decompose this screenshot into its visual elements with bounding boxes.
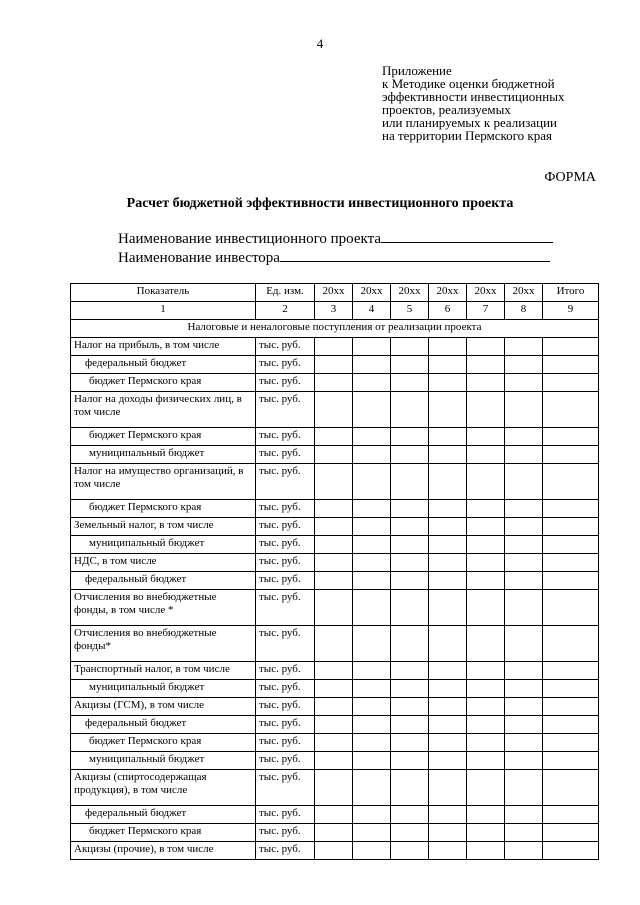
value-cell[interactable] [429,770,467,806]
table-row [71,338,599,356]
document-title: Расчет бюджетной эффективности инвестиционного проекта [126,196,514,211]
header-cell: 20хх [429,284,467,302]
indicator-label: Земельный налог, в том числе [71,518,256,536]
value-cell[interactable] [353,770,391,806]
indicator-label: бюджет Пермского края [71,500,256,518]
value-cell[interactable] [391,626,429,662]
value-cell[interactable] [315,518,353,536]
unit-cell: тыс. руб. [256,698,315,716]
value-cell[interactable] [429,590,467,626]
value-cell[interactable] [467,806,505,824]
value-cell[interactable] [353,716,391,734]
value-cell[interactable] [505,716,543,734]
column-number: 5 [391,302,429,320]
indicator-label: муниципальный бюджет [71,752,256,770]
value-cell[interactable] [505,626,543,662]
value-cell[interactable] [315,662,353,680]
value-cell[interactable] [543,680,599,698]
value-cell[interactable] [353,518,391,536]
value-cell[interactable] [543,806,599,824]
unit-cell: тыс. руб. [256,464,315,500]
value-cell[interactable] [467,716,505,734]
value-cell[interactable] [543,824,599,842]
value-cell[interactable] [467,734,505,752]
value-cell[interactable] [505,356,543,374]
value-cell[interactable] [391,572,429,590]
value-cell[interactable] [353,464,391,500]
header-cell: 20хх [353,284,391,302]
value-cell[interactable] [505,752,543,770]
value-cell[interactable] [467,626,505,662]
unit-cell: тыс. руб. [256,626,315,662]
value-cell[interactable] [391,338,429,356]
unit-cell: тыс. руб. [256,716,315,734]
indicator-label: федеральный бюджет [71,716,256,734]
indicator-label: Акцизы (прочие), в том числе [71,842,256,860]
value-cell[interactable] [429,500,467,518]
value-cell[interactable] [429,824,467,842]
indicator-label: муниципальный бюджет [71,680,256,698]
value-cell[interactable] [543,752,599,770]
table-row [71,464,599,500]
indicator-label: Акцизы (ГСМ), в том числе [71,698,256,716]
value-cell[interactable] [353,428,391,446]
value-cell[interactable] [429,698,467,716]
value-cell[interactable] [543,716,599,734]
value-cell[interactable] [391,824,429,842]
value-cell[interactable] [391,374,429,392]
value-cell[interactable] [505,536,543,554]
unit-cell: тыс. руб. [256,752,315,770]
table-row [71,446,599,464]
table-row [71,806,599,824]
value-cell[interactable] [315,734,353,752]
value-cell[interactable] [467,428,505,446]
value-cell[interactable] [315,572,353,590]
value-cell[interactable] [315,374,353,392]
value-cell[interactable] [353,374,391,392]
value-cell[interactable] [543,518,599,536]
value-cell[interactable] [315,392,353,428]
value-cell[interactable] [353,752,391,770]
value-cell[interactable] [391,356,429,374]
unit-cell: тыс. руб. [256,842,315,860]
value-cell[interactable] [429,806,467,824]
value-cell[interactable] [467,770,505,806]
value-cell[interactable] [353,554,391,572]
value-cell[interactable] [543,446,599,464]
column-number: 2 [256,302,315,320]
value-cell[interactable] [391,770,429,806]
value-cell[interactable] [505,806,543,824]
value-cell[interactable] [315,806,353,824]
indicator-label: Отчисления во внебюджетные фонды, в том числе * [71,590,256,626]
indicator-label: бюджет Пермского края [71,824,256,842]
value-cell[interactable] [505,500,543,518]
value-cell[interactable] [505,590,543,626]
unit-cell: тыс. руб. [256,500,315,518]
value-cell[interactable] [467,446,505,464]
value-cell[interactable] [315,824,353,842]
value-cell[interactable] [353,446,391,464]
header-cell: 20хх [467,284,505,302]
value-cell[interactable] [315,680,353,698]
indicator-label: бюджет Пермского края [71,734,256,752]
value-cell[interactable] [467,338,505,356]
value-cell[interactable] [353,680,391,698]
indicator-label: Транспортный налог, в том числе [71,662,256,680]
indicator-label: бюджет Пермского края [71,428,256,446]
value-cell[interactable] [467,842,505,860]
value-cell[interactable] [315,428,353,446]
value-cell[interactable] [429,680,467,698]
table-row [71,770,599,806]
value-cell[interactable] [429,716,467,734]
value-cell[interactable] [315,446,353,464]
value-cell[interactable] [315,626,353,662]
value-cell[interactable] [315,554,353,572]
value-cell[interactable] [429,554,467,572]
value-cell[interactable] [505,518,543,536]
table-row [71,680,599,698]
indicator-label: Налог на доходы физических лиц, в том числе [71,392,256,428]
header-cell: 20хх [391,284,429,302]
appendix-line: или планируемых к реализации [382,115,558,130]
table-row [71,590,599,626]
indicator-label: Акцизы (спиртосодержащая продукция), в том числе [71,770,256,806]
project-name-label: Наименование инвестиционного проекта [118,231,382,247]
table-row [71,842,599,860]
unit-cell: тыс. руб. [256,392,315,428]
unit-cell: тыс. руб. [256,572,315,590]
unit-cell: тыс. руб. [256,806,315,824]
unit-cell: тыс. руб. [256,374,315,392]
table-row [71,518,599,536]
value-cell[interactable] [353,590,391,626]
unit-cell: тыс. руб. [256,554,315,572]
unit-cell: тыс. руб. [256,518,315,536]
value-cell[interactable] [505,446,543,464]
header-cell: Ед. изм. [256,284,315,302]
table-row [71,626,599,662]
value-cell[interactable] [391,554,429,572]
value-cell[interactable] [543,464,599,500]
value-cell[interactable] [315,356,353,374]
value-cell[interactable] [467,500,505,518]
value-cell[interactable] [429,752,467,770]
unit-cell: тыс. руб. [256,590,315,626]
value-cell[interactable] [391,446,429,464]
table-row [71,536,599,554]
unit-cell: тыс. руб. [256,446,315,464]
appendix-line: на территории Пермского края [382,128,552,143]
value-cell[interactable] [429,842,467,860]
value-cell[interactable] [429,392,467,428]
value-cell[interactable] [505,392,543,428]
value-cell[interactable] [467,464,505,500]
value-cell[interactable] [467,752,505,770]
budget-efficiency-table [70,283,599,860]
value-cell[interactable] [467,824,505,842]
value-cell[interactable] [429,356,467,374]
value-cell[interactable] [543,536,599,554]
value-cell[interactable] [543,572,599,590]
value-cell[interactable] [315,338,353,356]
value-cell[interactable] [315,590,353,626]
appendix-line: проектов, реализуемых [382,102,511,117]
value-cell[interactable] [391,590,429,626]
unit-cell: тыс. руб. [256,356,315,374]
value-cell[interactable] [353,806,391,824]
unit-cell: тыс. руб. [256,770,315,806]
header-cell: Итого [543,284,599,302]
value-cell[interactable] [467,392,505,428]
appendix-line: эффективности инвестиционных [382,89,565,104]
indicator-label: муниципальный бюджет [71,536,256,554]
value-cell[interactable] [353,734,391,752]
column-number: 4 [353,302,391,320]
value-cell[interactable] [353,662,391,680]
value-cell[interactable] [467,536,505,554]
value-cell[interactable] [315,536,353,554]
column-number: 7 [467,302,505,320]
value-cell[interactable] [543,374,599,392]
page-number: 4 [316,36,324,51]
table-row [71,428,599,446]
value-cell[interactable] [353,572,391,590]
indicator-label: Налог на прибыль, в том числе [71,338,256,356]
value-cell[interactable] [353,536,391,554]
value-cell[interactable] [543,626,599,662]
column-number: 3 [315,302,353,320]
value-cell[interactable] [353,824,391,842]
value-cell[interactable] [505,662,543,680]
value-cell[interactable] [315,770,353,806]
column-number-row [71,302,599,320]
value-cell[interactable] [429,338,467,356]
value-cell[interactable] [467,356,505,374]
table-row [71,500,599,518]
indicator-label: муниципальный бюджет [71,446,256,464]
value-cell[interactable] [543,500,599,518]
value-cell[interactable] [315,698,353,716]
value-cell[interactable] [391,680,429,698]
section-row [71,320,599,338]
table-row [71,662,599,680]
value-cell[interactable] [353,338,391,356]
indicator-label: Отчисления во внебюджетные фонды* [71,626,256,662]
value-cell[interactable] [467,590,505,626]
value-cell[interactable] [429,464,467,500]
indicator-label: федеральный бюджет [71,572,256,590]
value-cell[interactable] [543,842,599,860]
value-cell[interactable] [543,338,599,356]
column-number: 9 [543,302,599,320]
value-cell[interactable] [391,842,429,860]
value-cell[interactable] [543,590,599,626]
investor-name-field [118,247,550,267]
indicator-label: федеральный бюджет [71,356,256,374]
value-cell[interactable] [505,824,543,842]
value-cell[interactable] [391,536,429,554]
table-row [71,824,599,842]
column-number: 6 [429,302,467,320]
value-cell[interactable] [505,680,543,698]
unit-cell: тыс. руб. [256,734,315,752]
value-cell[interactable] [467,374,505,392]
table-row [71,734,599,752]
value-cell[interactable] [391,500,429,518]
value-cell[interactable] [505,572,543,590]
value-cell[interactable] [353,626,391,662]
value-cell[interactable] [391,518,429,536]
value-cell[interactable] [391,752,429,770]
appendix-line: к Методике оценки бюджетной [382,76,555,91]
value-cell[interactable] [315,842,353,860]
column-number: 8 [505,302,543,320]
investor-name-label: Наименование инвестора [118,250,280,266]
unit-cell: тыс. руб. [256,680,315,698]
indicator-label: федеральный бюджет [71,806,256,824]
header-cell: 20хх [505,284,543,302]
value-cell[interactable] [391,698,429,716]
value-cell[interactable] [429,662,467,680]
value-cell[interactable] [391,662,429,680]
indicator-label: НДС, в том числе [71,554,256,572]
value-cell[interactable] [353,500,391,518]
header-row [71,284,599,302]
value-cell[interactable] [505,770,543,806]
table-row [71,572,599,590]
value-cell[interactable] [391,428,429,446]
value-cell[interactable] [467,680,505,698]
unit-cell: тыс. руб. [256,536,315,554]
table-row [71,698,599,716]
indicator-label: бюджет Пермского края [71,374,256,392]
value-cell[interactable] [543,428,599,446]
value-cell[interactable] [543,662,599,680]
table-row [71,716,599,734]
indicator-label: Налог на имущество организаций, в том числе [71,464,256,500]
value-cell[interactable] [315,500,353,518]
value-cell[interactable] [505,374,543,392]
table-row [71,356,599,374]
value-cell[interactable] [467,572,505,590]
header-cell: Показатель [71,284,256,302]
value-cell[interactable] [429,446,467,464]
value-cell[interactable] [543,698,599,716]
value-cell[interactable] [391,464,429,500]
form-label: ФОРМА [544,170,596,185]
unit-cell: тыс. руб. [256,824,315,842]
value-cell[interactable] [315,752,353,770]
value-cell[interactable] [543,392,599,428]
header-cell: 20хх [315,284,353,302]
table-row [71,392,599,428]
table-row [71,554,599,572]
value-cell[interactable] [505,428,543,446]
value-cell[interactable] [429,428,467,446]
value-cell[interactable] [505,464,543,500]
value-cell[interactable] [353,842,391,860]
value-cell[interactable] [429,626,467,662]
value-cell[interactable] [505,842,543,860]
table-row [71,374,599,392]
value-cell[interactable] [391,716,429,734]
value-cell[interactable] [467,662,505,680]
unit-cell: тыс. руб. [256,338,315,356]
value-cell[interactable] [353,356,391,374]
unit-cell: тыс. руб. [256,662,315,680]
value-cell[interactable] [505,698,543,716]
appendix-block [382,64,564,142]
table-row [71,752,599,770]
investor-name-blank[interactable] [280,247,550,262]
value-cell[interactable] [391,806,429,824]
value-cell[interactable] [429,734,467,752]
value-cell[interactable] [429,518,467,536]
section-title: Налоговые и неналоговые поступления от реализации проекта [71,320,599,338]
value-cell[interactable] [543,554,599,572]
value-cell[interactable] [543,770,599,806]
value-cell[interactable] [391,734,429,752]
value-cell[interactable] [467,554,505,572]
value-cell[interactable] [315,716,353,734]
value-cell[interactable] [353,698,391,716]
value-cell[interactable] [543,734,599,752]
value-cell[interactable] [391,392,429,428]
value-cell[interactable] [467,518,505,536]
appendix-line: Приложение [382,63,452,78]
value-cell[interactable] [353,392,391,428]
unit-cell: тыс. руб. [256,428,315,446]
value-cell[interactable] [543,356,599,374]
project-name-blank[interactable] [381,228,553,243]
value-cell[interactable] [505,734,543,752]
value-cell[interactable] [429,572,467,590]
value-cell[interactable] [429,536,467,554]
value-cell[interactable] [467,698,505,716]
value-cell[interactable] [505,338,543,356]
project-name-field [118,228,553,248]
column-number: 1 [71,302,256,320]
value-cell[interactable] [315,464,353,500]
value-cell[interactable] [505,554,543,572]
value-cell[interactable] [429,374,467,392]
